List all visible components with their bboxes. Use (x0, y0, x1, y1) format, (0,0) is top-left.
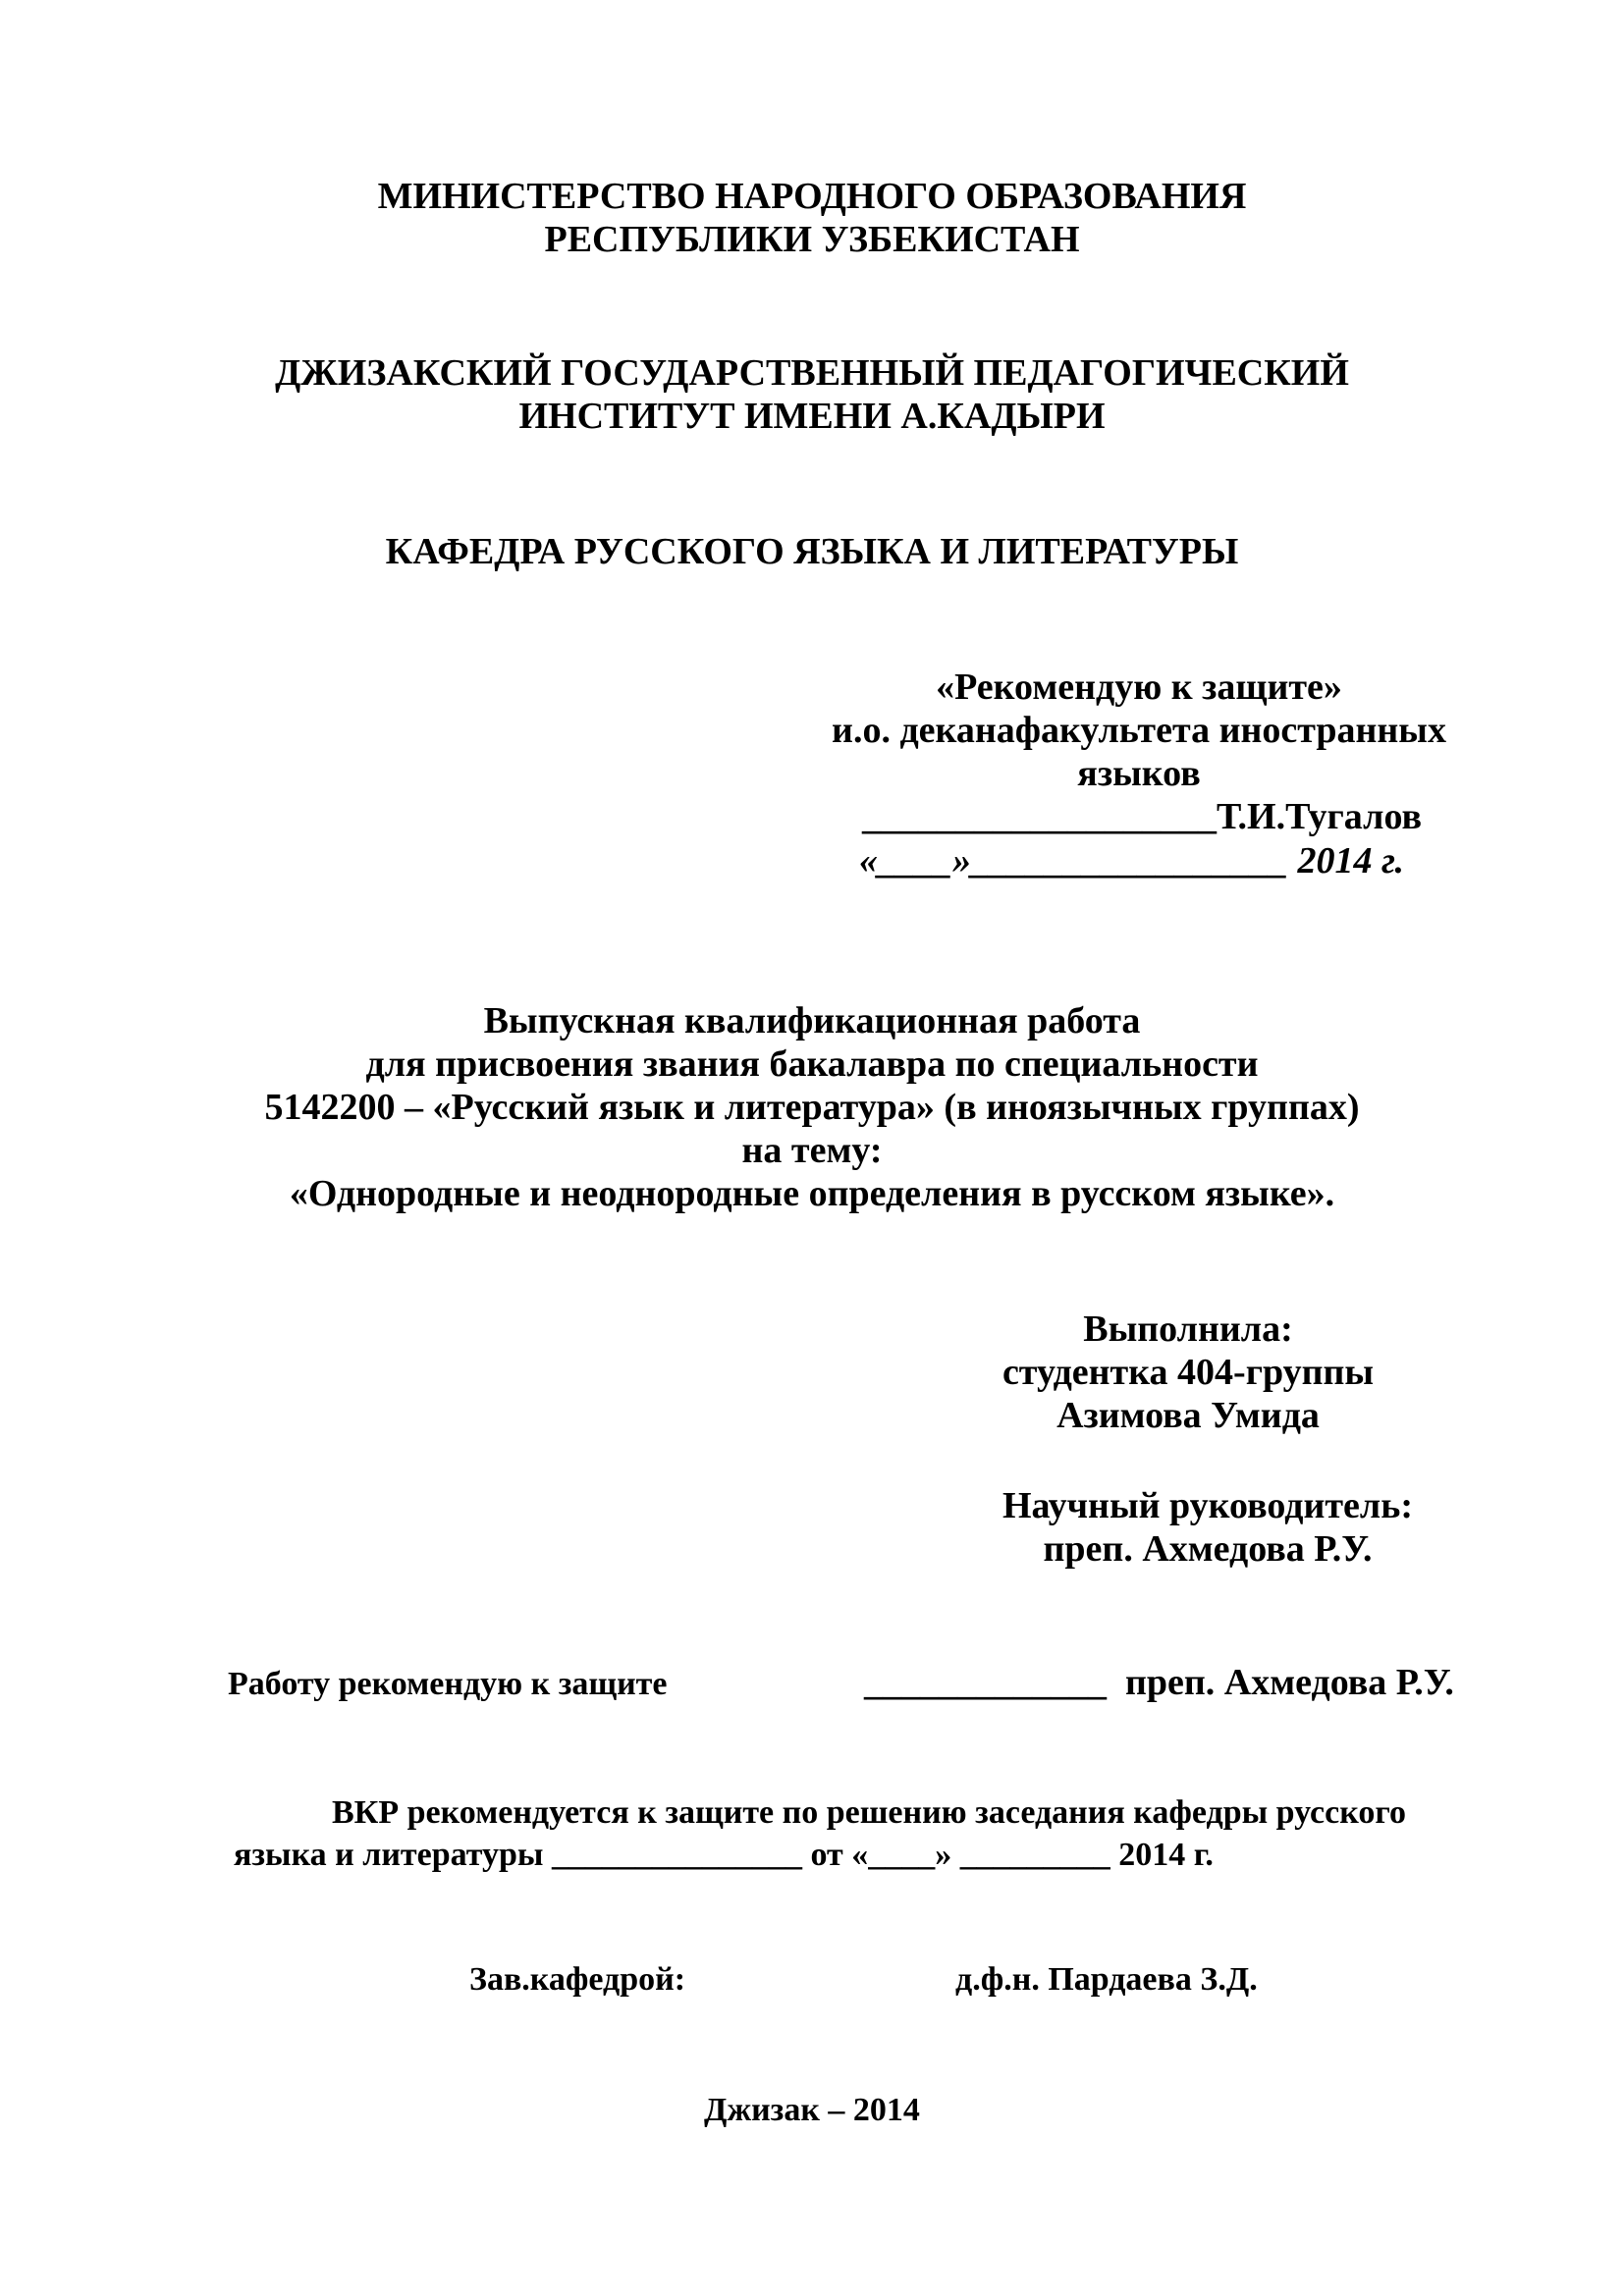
approval-date-line: «____»_________________ 2014 г. (859, 840, 1405, 881)
author-label: Выполнила: (1083, 1308, 1293, 1350)
recommendation-signature-line: _____________ (864, 1662, 1107, 1703)
thesis-title-line-1: Выпускная квалификационная работа (483, 1000, 1141, 1041)
thesis-title-line-5: «Однородные и неоднородные определения в русском языке». (289, 1173, 1335, 1214)
institute-line-2: ИНСТИТУТ ИМЕНИ А.КАДЫРИ (518, 396, 1106, 437)
approval-position-line-1: и.о. деканафакультета иностранных (832, 710, 1446, 751)
approval-block (815, 666, 1463, 795)
department-name: КАФЕДРА РУССКОГО ЯЗЫКА И ЛИТЕРАТУРЫ (385, 531, 1239, 572)
recommendation-name: преп. Ахмедова Р.У. (1125, 1662, 1454, 1703)
thesis-title-line-4: на тему: (741, 1130, 883, 1171)
thesis-title-line-2: для присвоения звания бакалавра по специальности (365, 1043, 1259, 1085)
approval-signature-line: ___________________Т.И.Тугалов (862, 796, 1423, 837)
author-block (982, 1308, 1394, 1437)
footer-city-year (0, 2089, 1624, 2132)
recommendation-text: Работу рекомендую к защите (228, 1666, 668, 1702)
author-group: студентка 404-группы (1001, 1352, 1375, 1393)
vkr-line-1: ВКР рекомендуется к защите по решению заседания кафедры русского (332, 1794, 1406, 1831)
ministry-line-2: РЕСПУБЛИКИ УЗБЕКИСТАН (544, 219, 1080, 260)
supervisor-block (982, 1484, 1434, 1571)
institute-line-1: ДЖИЗАКСКИЙ ГОСУДАРСТВЕННЫЙ ПЕДАГОГИЧЕСКИЙ (275, 352, 1349, 394)
supervisor-label: Научный руководитель: (1002, 1485, 1413, 1526)
supervisor-name: преп. Ахмедова Р.У. (1043, 1528, 1373, 1570)
thesis-title-line-3: 5142200 – «Русский язык и литература» (в иноязычных группах) (264, 1087, 1360, 1128)
author-name: Азимова Умида (1056, 1395, 1320, 1436)
ministry-heading (0, 175, 1624, 261)
approval-recommend: «Рекомендую к защите» (936, 667, 1342, 708)
head-name: д.ф.н. Пардаева З.Д. (955, 1961, 1258, 1998)
department-heading (0, 530, 1624, 573)
thesis-title-block (0, 999, 1624, 1215)
ministry-line-1: МИНИСТЕРСТВО НАРОДНОГО ОБРАЗОВАНИЯ (377, 176, 1247, 217)
approval-position-line-2: языков (1077, 753, 1201, 794)
city-year: Джизак – 2014 (704, 2092, 920, 2128)
head-label: Зав.кафедрой: (469, 1961, 686, 1998)
vkr-line-2: языка и литературы _______________ от «____» _________ 2014 г. (234, 1837, 1214, 1873)
institute-heading (0, 351, 1624, 438)
